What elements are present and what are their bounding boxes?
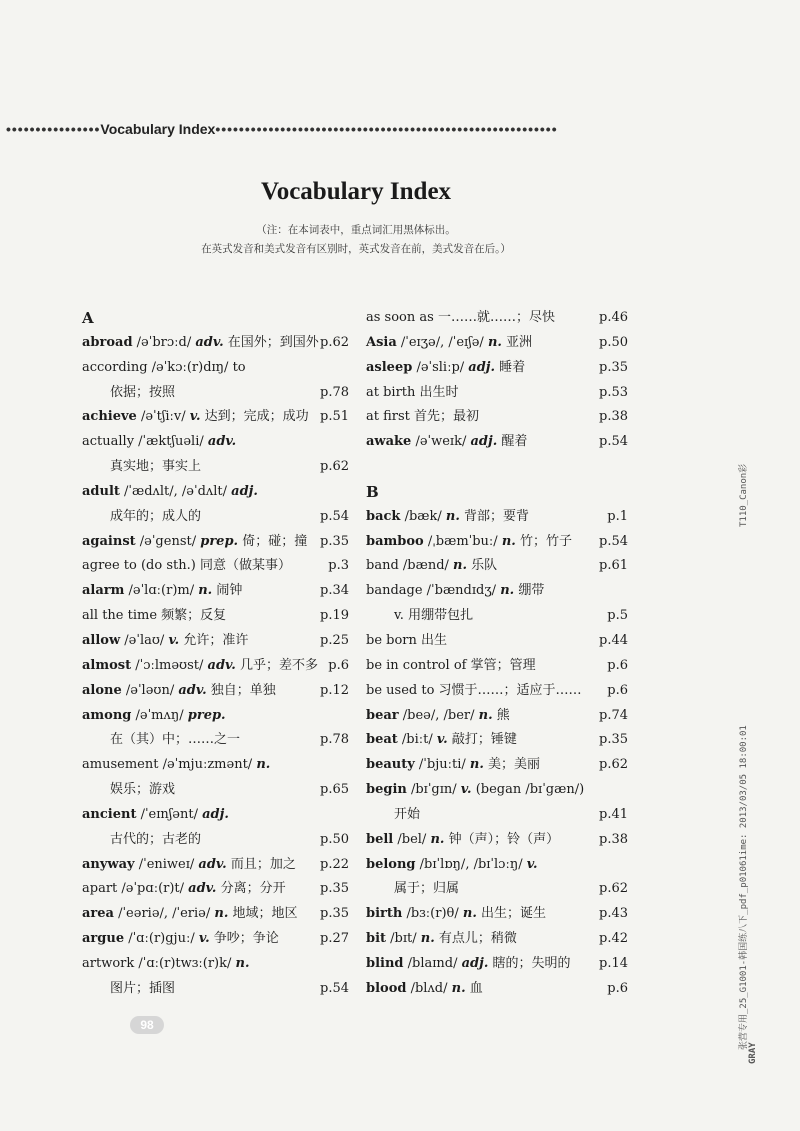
entry-headword: amusement — [82, 757, 159, 773]
entry-page-ref: p.62 — [599, 757, 628, 773]
entry-phonetic: /ˌbæmˈbuː/ — [423, 533, 502, 549]
entry-headword: bear — [366, 707, 399, 723]
index-entry — [82, 430, 349, 455]
entry-page-ref: p.42 — [599, 931, 628, 947]
entry-part-of-speech: v. — [198, 931, 210, 947]
entry-continuation — [82, 728, 349, 753]
entry-page-ref: p.54 — [599, 533, 628, 549]
entry-gloss: 掌管；管理 — [470, 657, 536, 673]
entry-gloss: 睡着 — [495, 359, 526, 375]
entry-page-ref: p.27 — [320, 931, 349, 947]
page-title: Vocabulary Index — [260, 178, 452, 205]
entry-phonetic: /əˈgenst/ — [135, 533, 201, 549]
index-entry — [366, 579, 628, 604]
entry-part-of-speech: v. — [189, 409, 201, 425]
entry-part-of-speech: adj. — [461, 955, 489, 971]
entry-part-of-speech: n. — [445, 508, 460, 524]
section-letter: B — [366, 482, 379, 501]
entry-continuation — [82, 455, 349, 480]
entry-page-ref: p.19 — [320, 608, 349, 624]
entry-page-ref: p.6 — [607, 980, 628, 996]
entry-page-ref: p.43 — [599, 906, 628, 922]
entry-continuation — [82, 381, 349, 406]
entry-headword: at first — [366, 409, 410, 425]
entry-page-ref: p.3 — [328, 558, 349, 574]
index-entry — [82, 902, 349, 927]
entry-page-ref: p.54 — [320, 508, 349, 524]
index-entry — [366, 927, 628, 952]
entry-part-of-speech: adj. — [202, 806, 229, 822]
entry-part-of-speech: n. — [430, 831, 445, 847]
print-stamp-gray: GRAY — [748, 1042, 758, 1064]
index-entry — [82, 579, 349, 604]
entry-phonetic: /əˈweɪk/ — [411, 434, 471, 450]
entry-page-ref: p.61 — [599, 558, 628, 574]
entry-part-of-speech: n. — [500, 583, 515, 599]
entry-page-ref: p.6 — [328, 657, 349, 673]
entry-headword: at birth — [366, 384, 416, 400]
entry-phonetic: /blaɪnd/ — [403, 955, 462, 971]
entry-headword: anyway — [82, 856, 135, 872]
index-entry — [82, 629, 349, 654]
entry-phonetic: /əˈbrɔːd/ — [132, 334, 196, 350]
entry-headword: apart — [82, 881, 118, 897]
entry-headword: be born — [366, 632, 417, 648]
header-dots-right: •••••••••••••••••••••••••••••••••••••••••••••••••••••••••• — [215, 121, 558, 137]
entry-headword: argue — [82, 931, 125, 947]
entry-headword: alarm — [82, 583, 125, 599]
entry-page-ref: p.78 — [320, 732, 349, 748]
entry-part-of-speech: n. — [235, 955, 250, 971]
entry-headword: alone — [82, 682, 122, 698]
index-note-line-2: 在英式发音和美式发音有区别时，英式发音在前，美式发音在后。） — [201, 243, 511, 255]
index-entry — [366, 629, 628, 654]
entry-page-ref: p.5 — [607, 608, 628, 624]
entry-phonetic: /ˈeniweɪ/ — [134, 856, 199, 872]
entry-headword: begin — [366, 782, 407, 798]
entry-headword: almost — [82, 657, 132, 673]
entry-continuation — [366, 803, 628, 828]
entry-phonetic: /əˈmʌŋ/ — [131, 707, 188, 723]
index-entry — [82, 803, 349, 828]
entry-gloss: 依据；按照 — [110, 384, 176, 400]
entry-page-ref: p.50 — [599, 334, 628, 350]
entry-part-of-speech: n. — [256, 757, 271, 773]
entry-gloss: v. 用绷带包扎 — [394, 608, 474, 624]
entry-gloss: 熊 — [492, 707, 510, 723]
index-entry — [366, 952, 628, 977]
index-entry — [82, 753, 349, 778]
index-entry — [366, 654, 628, 679]
entry-page-ref: p.46 — [599, 310, 628, 325]
entry-phonetic: /bel/ — [393, 831, 431, 847]
entry-headword: artwork — [82, 955, 135, 971]
entry-headword: awake — [366, 434, 412, 450]
entry-phonetic: /ˈædʌlt/, /əˈdʌlt/ — [119, 483, 232, 499]
entry-gloss: 出生；诞生 — [476, 906, 546, 922]
entry-gloss: 闹钟 — [212, 583, 243, 599]
index-entry — [366, 828, 628, 853]
index-entry — [366, 728, 628, 753]
entry-phonetic: /əˈsliːp/ — [412, 359, 469, 375]
index-entry — [82, 877, 349, 902]
entry-gloss: 醒着 — [497, 434, 528, 450]
entry-headword: all the time — [82, 608, 158, 624]
entry-headword: asleep — [366, 359, 413, 375]
entry-headword: be in control of — [366, 657, 467, 673]
index-entry — [366, 331, 628, 356]
index-entry — [82, 853, 349, 878]
entry-gloss: 几乎；差不多 — [235, 657, 318, 673]
entry-gloss: 背部；要背 — [459, 508, 530, 524]
index-entry — [82, 604, 349, 629]
entry-gloss: 分离；分开 — [216, 881, 286, 897]
entry-gloss: 达到；完成；成功 — [200, 409, 309, 425]
entry-page-ref: p.35 — [320, 906, 349, 922]
index-entry — [82, 679, 349, 704]
entry-gloss: 有点儿；稍微 — [434, 931, 517, 947]
index-entry — [366, 405, 628, 430]
entry-continuation — [82, 977, 349, 1002]
entry-page-ref: p.14 — [599, 955, 628, 971]
entry-page-ref: p.12 — [320, 682, 349, 698]
index-column-left — [82, 306, 349, 1002]
entry-part-of-speech: n. — [420, 931, 435, 947]
page-number: 98 — [130, 1016, 164, 1034]
entry-continuation — [82, 828, 349, 853]
entry-headword: adult — [82, 483, 120, 499]
entry-part-of-speech: v. — [436, 732, 448, 748]
entry-headword: blind — [366, 955, 404, 971]
index-entry — [82, 356, 349, 381]
entry-page-ref: p.74 — [599, 707, 628, 723]
entry-phonetic: /biːt/ — [397, 732, 437, 748]
entry-headword: beat — [366, 732, 398, 748]
entry-phonetic: /bɪˈlɒŋ/, /bɪˈlɔːŋ/ — [415, 856, 527, 872]
entry-part-of-speech: v. — [460, 782, 472, 798]
print-stamp-top: T110_Canon彩 — [739, 463, 749, 527]
index-entry — [82, 331, 349, 356]
entry-page-ref: p.62 — [599, 881, 628, 897]
entry-headword: belong — [366, 856, 416, 872]
entry-gloss: 真实地；事实上 — [110, 459, 202, 475]
entry-part-of-speech: n. — [214, 906, 229, 922]
entry-headword: beauty — [366, 757, 415, 773]
index-entry — [366, 902, 628, 927]
entry-page-ref: p.78 — [320, 384, 349, 400]
entry-part-of-speech: n. — [478, 707, 493, 723]
entry-part-of-speech: adv. — [178, 682, 207, 698]
entry-part-of-speech: prep. — [187, 707, 226, 723]
entry-headword: bamboo — [366, 533, 424, 549]
index-entry — [366, 505, 628, 530]
entry-gloss: 在（其）中；……之一 — [110, 732, 241, 748]
entry-gloss: 出生 — [421, 632, 448, 648]
entry-gloss: 成年的；成人的 — [110, 508, 202, 524]
running-header-title: Vocabulary Index — [100, 121, 216, 137]
index-note-line-1: （注：在本词表中，重点词汇用黑体标出。 — [256, 224, 456, 236]
entry-part-of-speech: n. — [501, 533, 516, 549]
index-entry — [366, 679, 628, 704]
entry-gloss: 亚洲 — [501, 334, 533, 350]
entry-gloss: 血 — [465, 980, 483, 996]
entry-page-ref: p.41 — [599, 806, 628, 822]
entry-gloss: 乐队 — [467, 558, 498, 574]
entry-page-ref: p.25 — [320, 632, 349, 648]
entry-part-of-speech: n. — [469, 757, 484, 773]
running-header — [6, 121, 734, 137]
entry-phonetic: /ˈɔːlməʊst/ — [131, 657, 208, 673]
entry-phonetic: /ˈæktʃuəli/ — [134, 434, 208, 450]
index-entry — [366, 356, 628, 381]
entry-page-ref: p.1 — [607, 508, 628, 524]
index-entry — [366, 778, 628, 803]
entry-part-of-speech: adj. — [231, 483, 258, 499]
entry-part-of-speech: n. — [462, 906, 477, 922]
index-entry — [82, 554, 349, 579]
index-entry — [366, 977, 628, 1002]
entry-headword: allow — [82, 632, 121, 648]
index-entry — [82, 530, 349, 555]
entry-part-of-speech: adv. — [207, 434, 237, 450]
entry-headword: back — [366, 508, 401, 524]
entry-gloss: 地域；地区 — [228, 906, 298, 922]
entry-page-ref: p.53 — [599, 384, 628, 400]
entry-phonetic: /əˈlɑː(r)m/ — [124, 583, 199, 599]
entry-phonetic: /əˈkɔː(r)dɪŋ/ to — [147, 359, 246, 375]
entry-phonetic: /bænd/ — [398, 558, 454, 574]
entry-headword: as soon as — [366, 310, 434, 325]
index-column-right — [366, 306, 628, 1002]
entry-headword: bell — [366, 831, 394, 847]
entry-phonetic: /əˈpɑː(r)t/ — [117, 881, 189, 897]
entry-gloss: 敲打；锤键 — [447, 732, 517, 748]
entry-phonetic: /ˈbjuːti/ — [414, 757, 470, 773]
entry-page-ref: p.38 — [599, 831, 628, 847]
entry-gloss: 在国外；到国外 — [223, 334, 319, 350]
entry-continuation — [366, 604, 628, 629]
entry-headword: band — [366, 558, 399, 574]
entry-gloss: 允许；准许 — [179, 632, 249, 648]
entry-part-of-speech: prep. — [200, 533, 239, 549]
entry-part-of-speech: n. — [198, 583, 213, 599]
entry-page-ref: p.35 — [320, 881, 349, 897]
entry-continuation — [82, 505, 349, 530]
entry-page-ref: p.35 — [320, 533, 349, 549]
entry-gloss: 古代的；古老的 — [110, 831, 202, 847]
entry-gloss: 出生时 — [419, 384, 459, 400]
entry-headword: Asia — [366, 334, 397, 350]
entry-headword: against — [82, 533, 136, 549]
entry-phonetic: /əˈlaʊ/ — [120, 632, 169, 648]
entry-phonetic: /əˈmjuːzmənt/ — [158, 757, 257, 773]
entry-page-ref: p.62 — [320, 459, 349, 475]
entry-continuation — [366, 877, 628, 902]
entry-part-of-speech: adv. — [198, 856, 227, 872]
entry-gloss: 竹；竹子 — [515, 533, 572, 549]
header-dots-left: •••••••••••••••• — [6, 121, 101, 137]
entry-phonetic: /ˈɑː(r)twɜː(r)k/ — [134, 955, 236, 971]
entry-gloss: 倚；碰；撞 — [238, 533, 308, 549]
entry-part-of-speech: adj. — [468, 359, 496, 375]
entry-part-of-speech: adj. — [470, 434, 498, 450]
entry-part-of-speech: v. — [526, 856, 538, 872]
entry-phonetic: /beə/, /ber/ — [398, 707, 479, 723]
entry-headword: be used to — [366, 682, 435, 698]
entry-phonetic: /ˈbændɪdʒ/ — [422, 583, 501, 599]
entry-page-ref: p.38 — [599, 409, 628, 425]
entry-page-ref: p.54 — [320, 980, 349, 996]
entry-gloss: 钟（声）；铃（声） — [444, 831, 560, 847]
entry-part-of-speech: n. — [451, 980, 466, 996]
entry-gloss: 娱乐；游戏 — [110, 782, 176, 798]
entry-gloss: 习惯于……；适应于…… — [438, 682, 582, 698]
entry-page-ref: p.35 — [599, 359, 628, 375]
section-gap — [366, 455, 628, 480]
entry-gloss: 一……就……；尽快 — [437, 310, 555, 325]
index-entry — [82, 654, 349, 679]
entry-gloss: 频繁；反复 — [161, 608, 227, 624]
entry-continuation — [82, 778, 349, 803]
index-entry — [82, 480, 349, 505]
index-entry — [82, 405, 349, 430]
entry-page-ref: p.62 — [320, 334, 349, 350]
entry-part-of-speech: adv. — [207, 657, 236, 673]
entry-phonetic: /ˈɑː(r)gjuː/ — [124, 931, 199, 947]
entry-headword: birth — [366, 906, 403, 922]
entry-headword: among — [82, 707, 132, 723]
entry-headword: ancient — [82, 806, 137, 822]
entry-phonetic: /ˈeɪnʃənt/ — [136, 806, 203, 822]
index-entry — [366, 554, 628, 579]
index-entry — [366, 853, 628, 878]
entry-gloss: 美；美丽 — [483, 757, 541, 773]
entry-phonetic: /əˈləʊn/ — [121, 682, 179, 698]
index-entry — [82, 927, 349, 952]
entry-page-ref: p.6 — [607, 682, 628, 698]
entry-headword: bit — [366, 931, 387, 947]
entry-gloss: 属于；归属 — [394, 881, 460, 897]
entry-phonetic: /bɪt/ — [386, 931, 421, 947]
entry-gloss: 首先；最初 — [414, 409, 480, 425]
index-entry — [366, 430, 628, 455]
index-entry — [366, 753, 628, 778]
entry-gloss: 而且；加之 — [226, 856, 296, 872]
entry-page-ref: p.35 — [599, 732, 628, 748]
entry-page-ref: p.54 — [599, 434, 628, 450]
entry-part-of-speech: n. — [453, 558, 468, 574]
entry-headword: agree to (do sth.) — [82, 558, 196, 574]
entry-headword: bandage — [366, 583, 423, 599]
entry-page-ref: p.65 — [320, 782, 349, 798]
print-stamp-bottom: 张营专用_25_G1001-韩国练八下_pdf_p01061ime: 2013/03/05 18:00:01 — [739, 725, 749, 1050]
entry-page-ref: p.6 — [607, 657, 628, 673]
entry-part-of-speech: adv. — [195, 334, 224, 350]
entry-page-ref: p.50 — [320, 831, 349, 847]
entry-phonetic: /ˈeɪʒə/, /ˈeɪʃə/ — [396, 334, 488, 350]
index-entry — [366, 381, 628, 406]
entry-gloss: 瞎的；失明的 — [488, 955, 571, 971]
entry-headword: abroad — [82, 334, 133, 350]
entry-part-of-speech: adv. — [188, 881, 217, 897]
entry-gloss: 争吵；争论 — [209, 931, 279, 947]
entry-phonetic: /ˈeəriə/, /ˈeriə/ — [113, 906, 215, 922]
entry-headword: area — [82, 906, 114, 922]
entry-page-ref: p.51 — [320, 409, 349, 425]
entry-headword: actually — [82, 434, 135, 450]
entry-page-ref: p.22 — [320, 856, 349, 872]
index-entry — [366, 530, 628, 555]
entry-headword: achieve — [82, 409, 137, 425]
index-entry — [366, 704, 628, 729]
entry-headword: blood — [366, 980, 407, 996]
entry-phonetic: /əˈtʃiːv/ — [136, 409, 190, 425]
entry-phonetic: /bɜː(r)θ/ — [402, 906, 463, 922]
entry-part-of-speech: v. — [168, 632, 180, 648]
entry-page-ref: p.34 — [320, 583, 349, 599]
index-entry — [366, 306, 628, 331]
section-letter: A — [82, 309, 94, 327]
entry-part-of-speech: n. — [487, 334, 502, 350]
entry-page-ref: p.44 — [599, 632, 628, 648]
entry-gloss: 同意（做某事） — [199, 558, 291, 574]
index-entry — [82, 704, 349, 729]
entry-gloss: 独自；单独 — [206, 682, 276, 698]
entry-phonetic: /bɪˈgɪn/ — [406, 782, 461, 798]
entry-gloss: 图片；插图 — [110, 980, 176, 996]
entry-headword: according — [82, 359, 148, 375]
entry-phonetic: /blʌd/ — [406, 980, 452, 996]
entry-gloss: (began /bɪˈgæn/) — [471, 782, 585, 798]
entry-gloss: 绷带 — [514, 583, 545, 599]
entry-phonetic: /bæk/ — [400, 508, 446, 524]
index-entry — [82, 952, 349, 977]
entry-gloss: 开始 — [394, 806, 421, 822]
